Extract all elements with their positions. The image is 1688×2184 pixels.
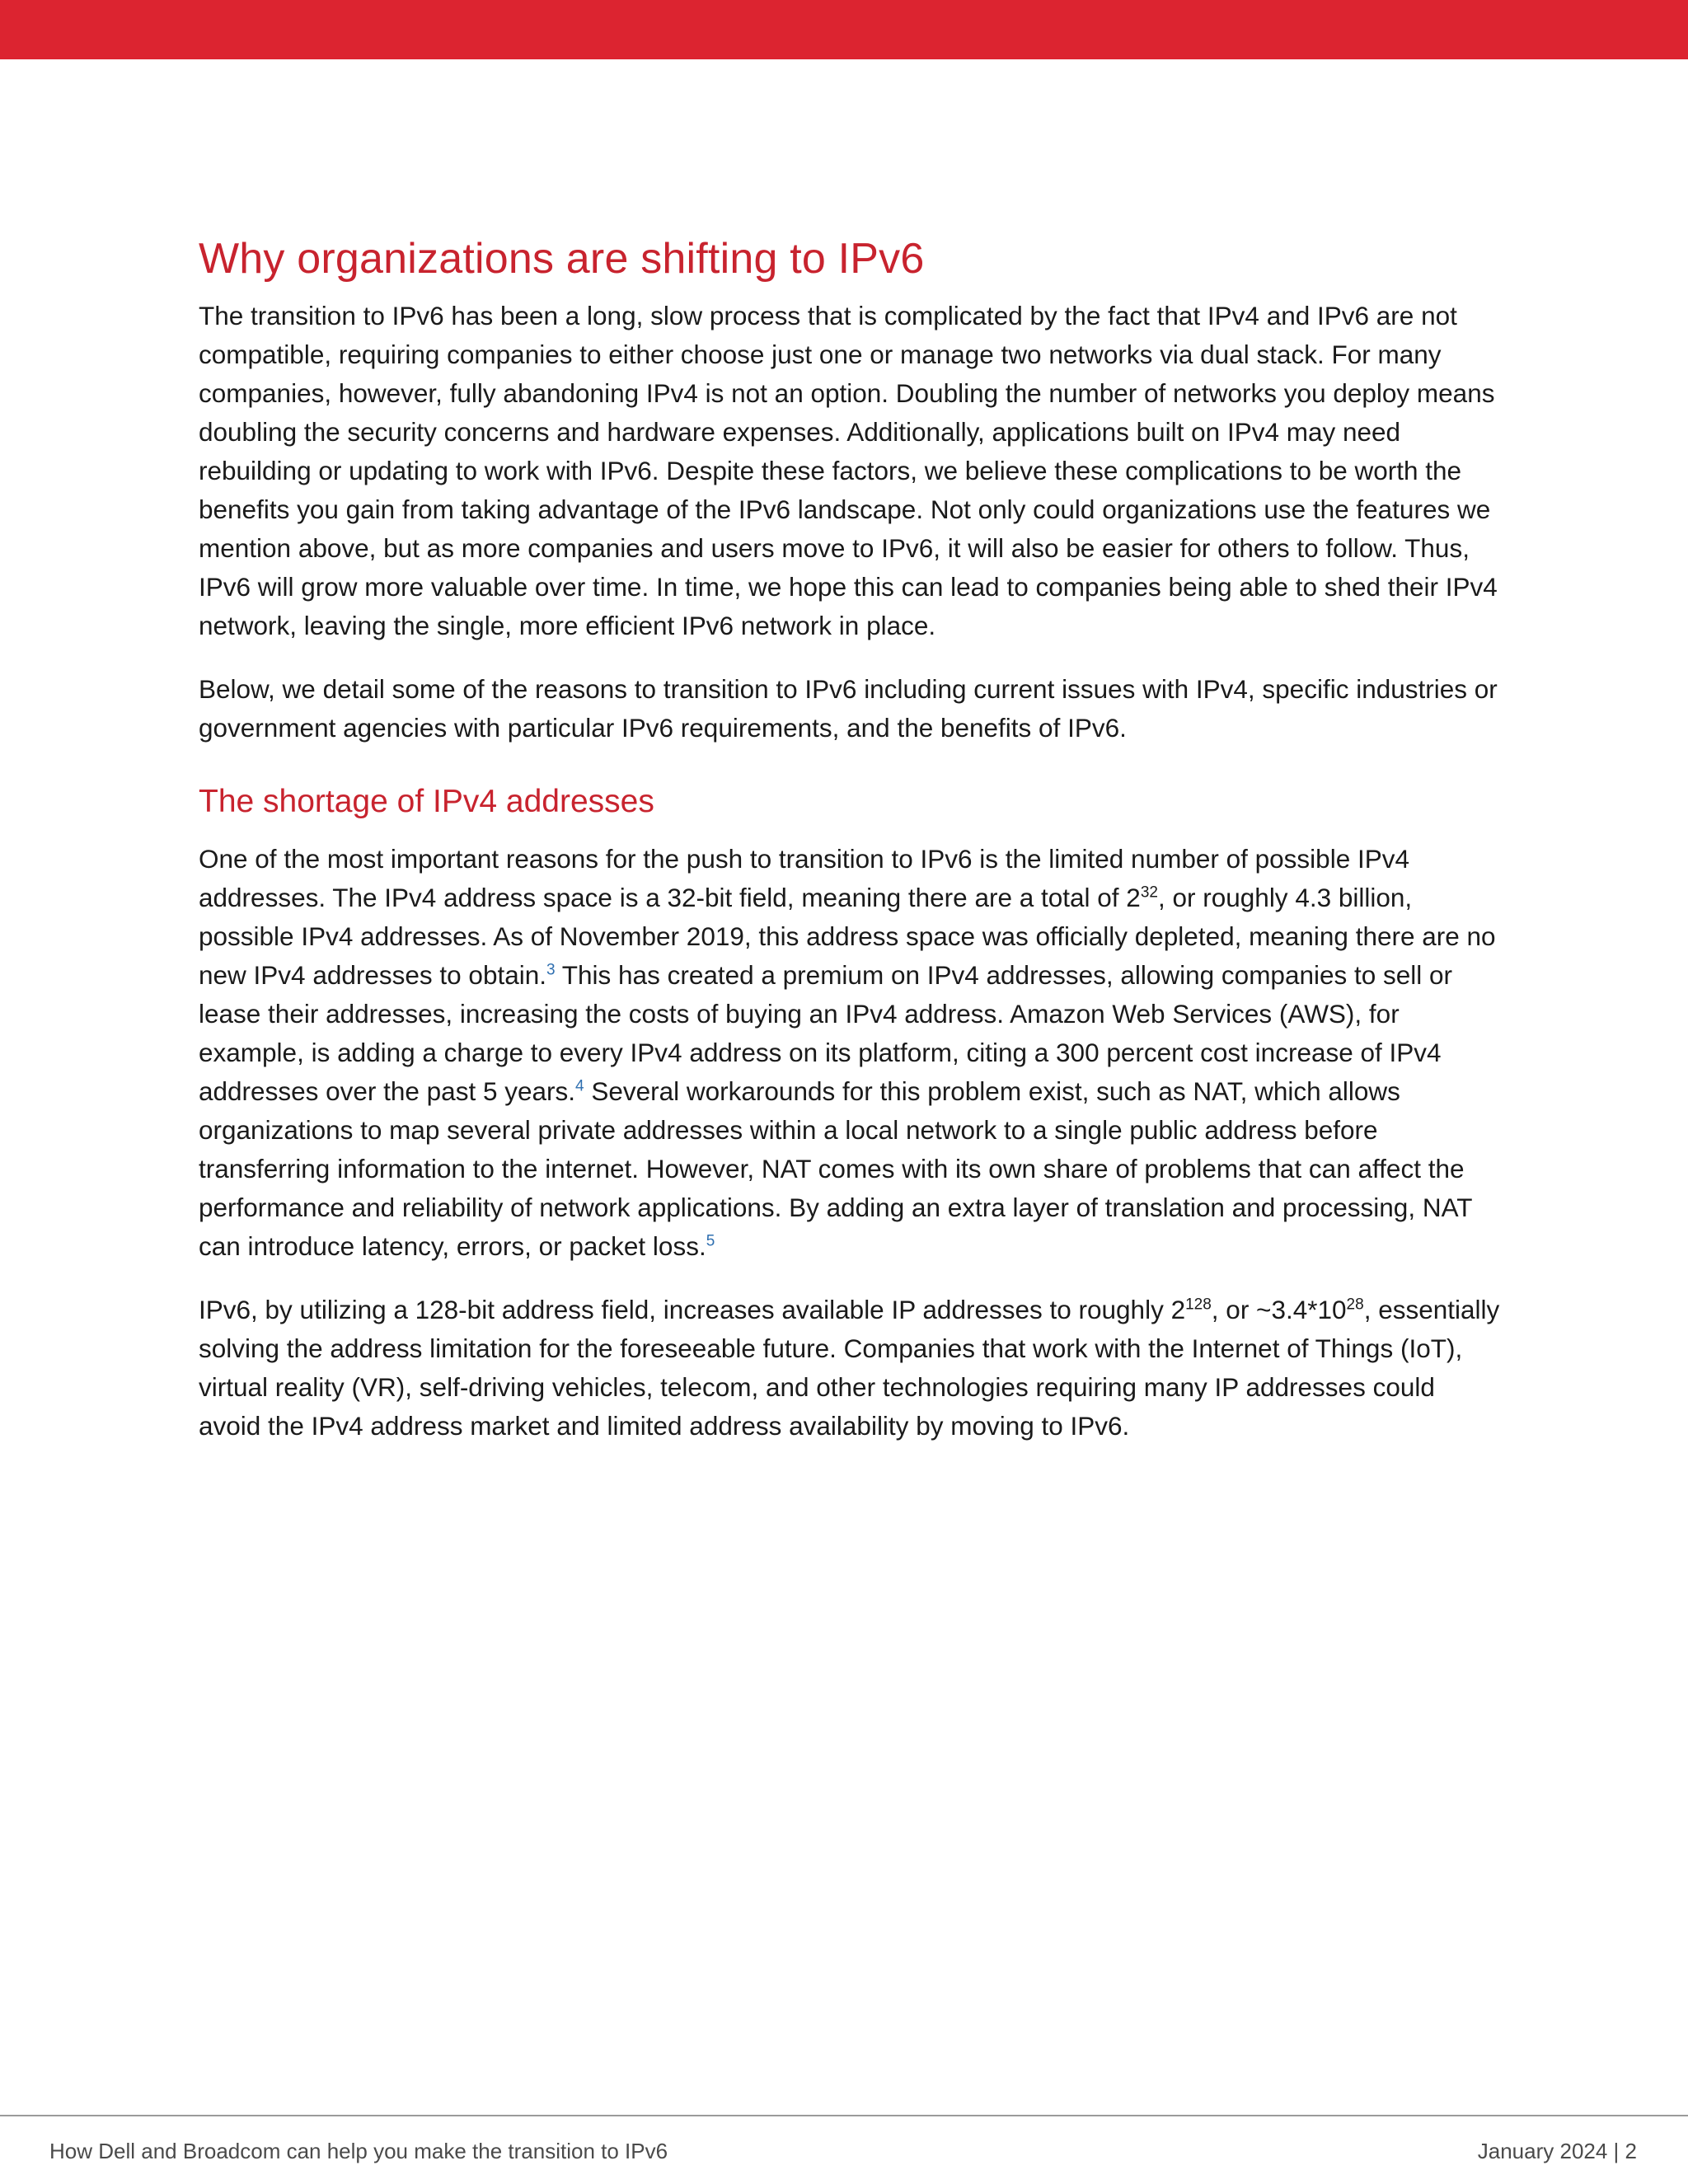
footnote-ref-3[interactable]: 3 <box>546 961 556 979</box>
main-content <box>199 232 1501 1470</box>
body-paragraph-3: One of the most important reasons for the push to transition to IPv6 is the limited number of possible IPv4 addresses. The IPv4 address space is a 32-bit field, meaning there are a total of $2^{32}$, or roughly 4.3 billion, possible IPv4 addresses. As of November 2019, this address space was officially depleted, meaning there are no new IPv4 addresses to obtain.$^3$ This has created a premium on IPv4 addresses, allowing companies to sell or lease their addresses, increasing the costs of buying an IPv4 address. Amazon Web Services (AWS), for example, is adding a charge to every IPv4 address on its platform, citing a 300 percent cost increase of IPv4 addresses over the past 5 years.$^4$ Several workarounds for this problem exist, such as NAT, which allows organizations to map several private addresses within a local network to a single public address before transferring information to the internet. However, NAT comes with its own share of problems that can affect the performance and reliability of network applications. By adding an extra layer of translation and processing, NAT can introduce latency, errors, or packet loss.$^5$ <box>199 844 1496 1261</box>
body-paragraph-1: The transition to IPv6 has been a long, slow process that is complicated by the fact that IPv4 and IPv6 are not compatible, requiring companies to either choose just one or manage two networks via dual stack. For many companies, however, fully abandoning IPv4 is not an option. Doubling the number of networks you deploy means doubling the security concerns and hardware expenses. Additionally, applications built on IPv4 may need rebuilding or updating to work with IPv6. Despite these factors, we believe these complications to be worth the benefits you gain from taking advantage of the IPv6 landscape. Not only could organizations use the features we mention above, but as more companies and users move to IPv6, it will also be easier for others to follow. Thus, IPv6 will grow more valuable over time. In time, we hope this can lead to companies being able to shed their IPv4 network, leaving the single, more efficient IPv6 network in place. <box>199 301 1498 640</box>
exponent: 28 <box>1346 1296 1364 1314</box>
subsection-title: The shortage of IPv4 addresses <box>199 784 654 819</box>
top-brand-band <box>0 0 1688 59</box>
footer-document-title: How Dell and Broadcom can help you make the transition to IPv6 <box>49 2139 668 2163</box>
footer-divider <box>0 2115 1688 2116</box>
footnote-ref-4[interactable]: 4 <box>575 1077 584 1095</box>
exponent: 32 <box>1140 883 1158 902</box>
footer-date-page: January 2024 | 2 <box>1477 2139 1637 2163</box>
section-title: Why organizations are shifting to IPv6 <box>199 235 925 283</box>
body-paragraph-2: Below, we detail some of the reasons to transition to IPv6 including current issues with IPv4, specific industries or government agencies with particular IPv6 requirements, and the benefits of IPv6. <box>199 674 1498 743</box>
body-paragraph-4: IPv6, by utilizing a 128-bit address field, increases available IP addresses to roughly $2^{128}$, or $\sim 3.4*10^{28}$, essentially solving the address limitation for the foreseeable future. Companies that work with the Internet of Things (IoT), virtual reality (VR), self-driving vehicles, telecom, and other technologies requiring many IP addresses could avoid the IPv4 address market and limited address availability by moving to IPv6. <box>199 1295 1500 1441</box>
exponent: 128 <box>1185 1296 1212 1314</box>
footnote-ref-5[interactable]: 5 <box>706 1232 715 1250</box>
